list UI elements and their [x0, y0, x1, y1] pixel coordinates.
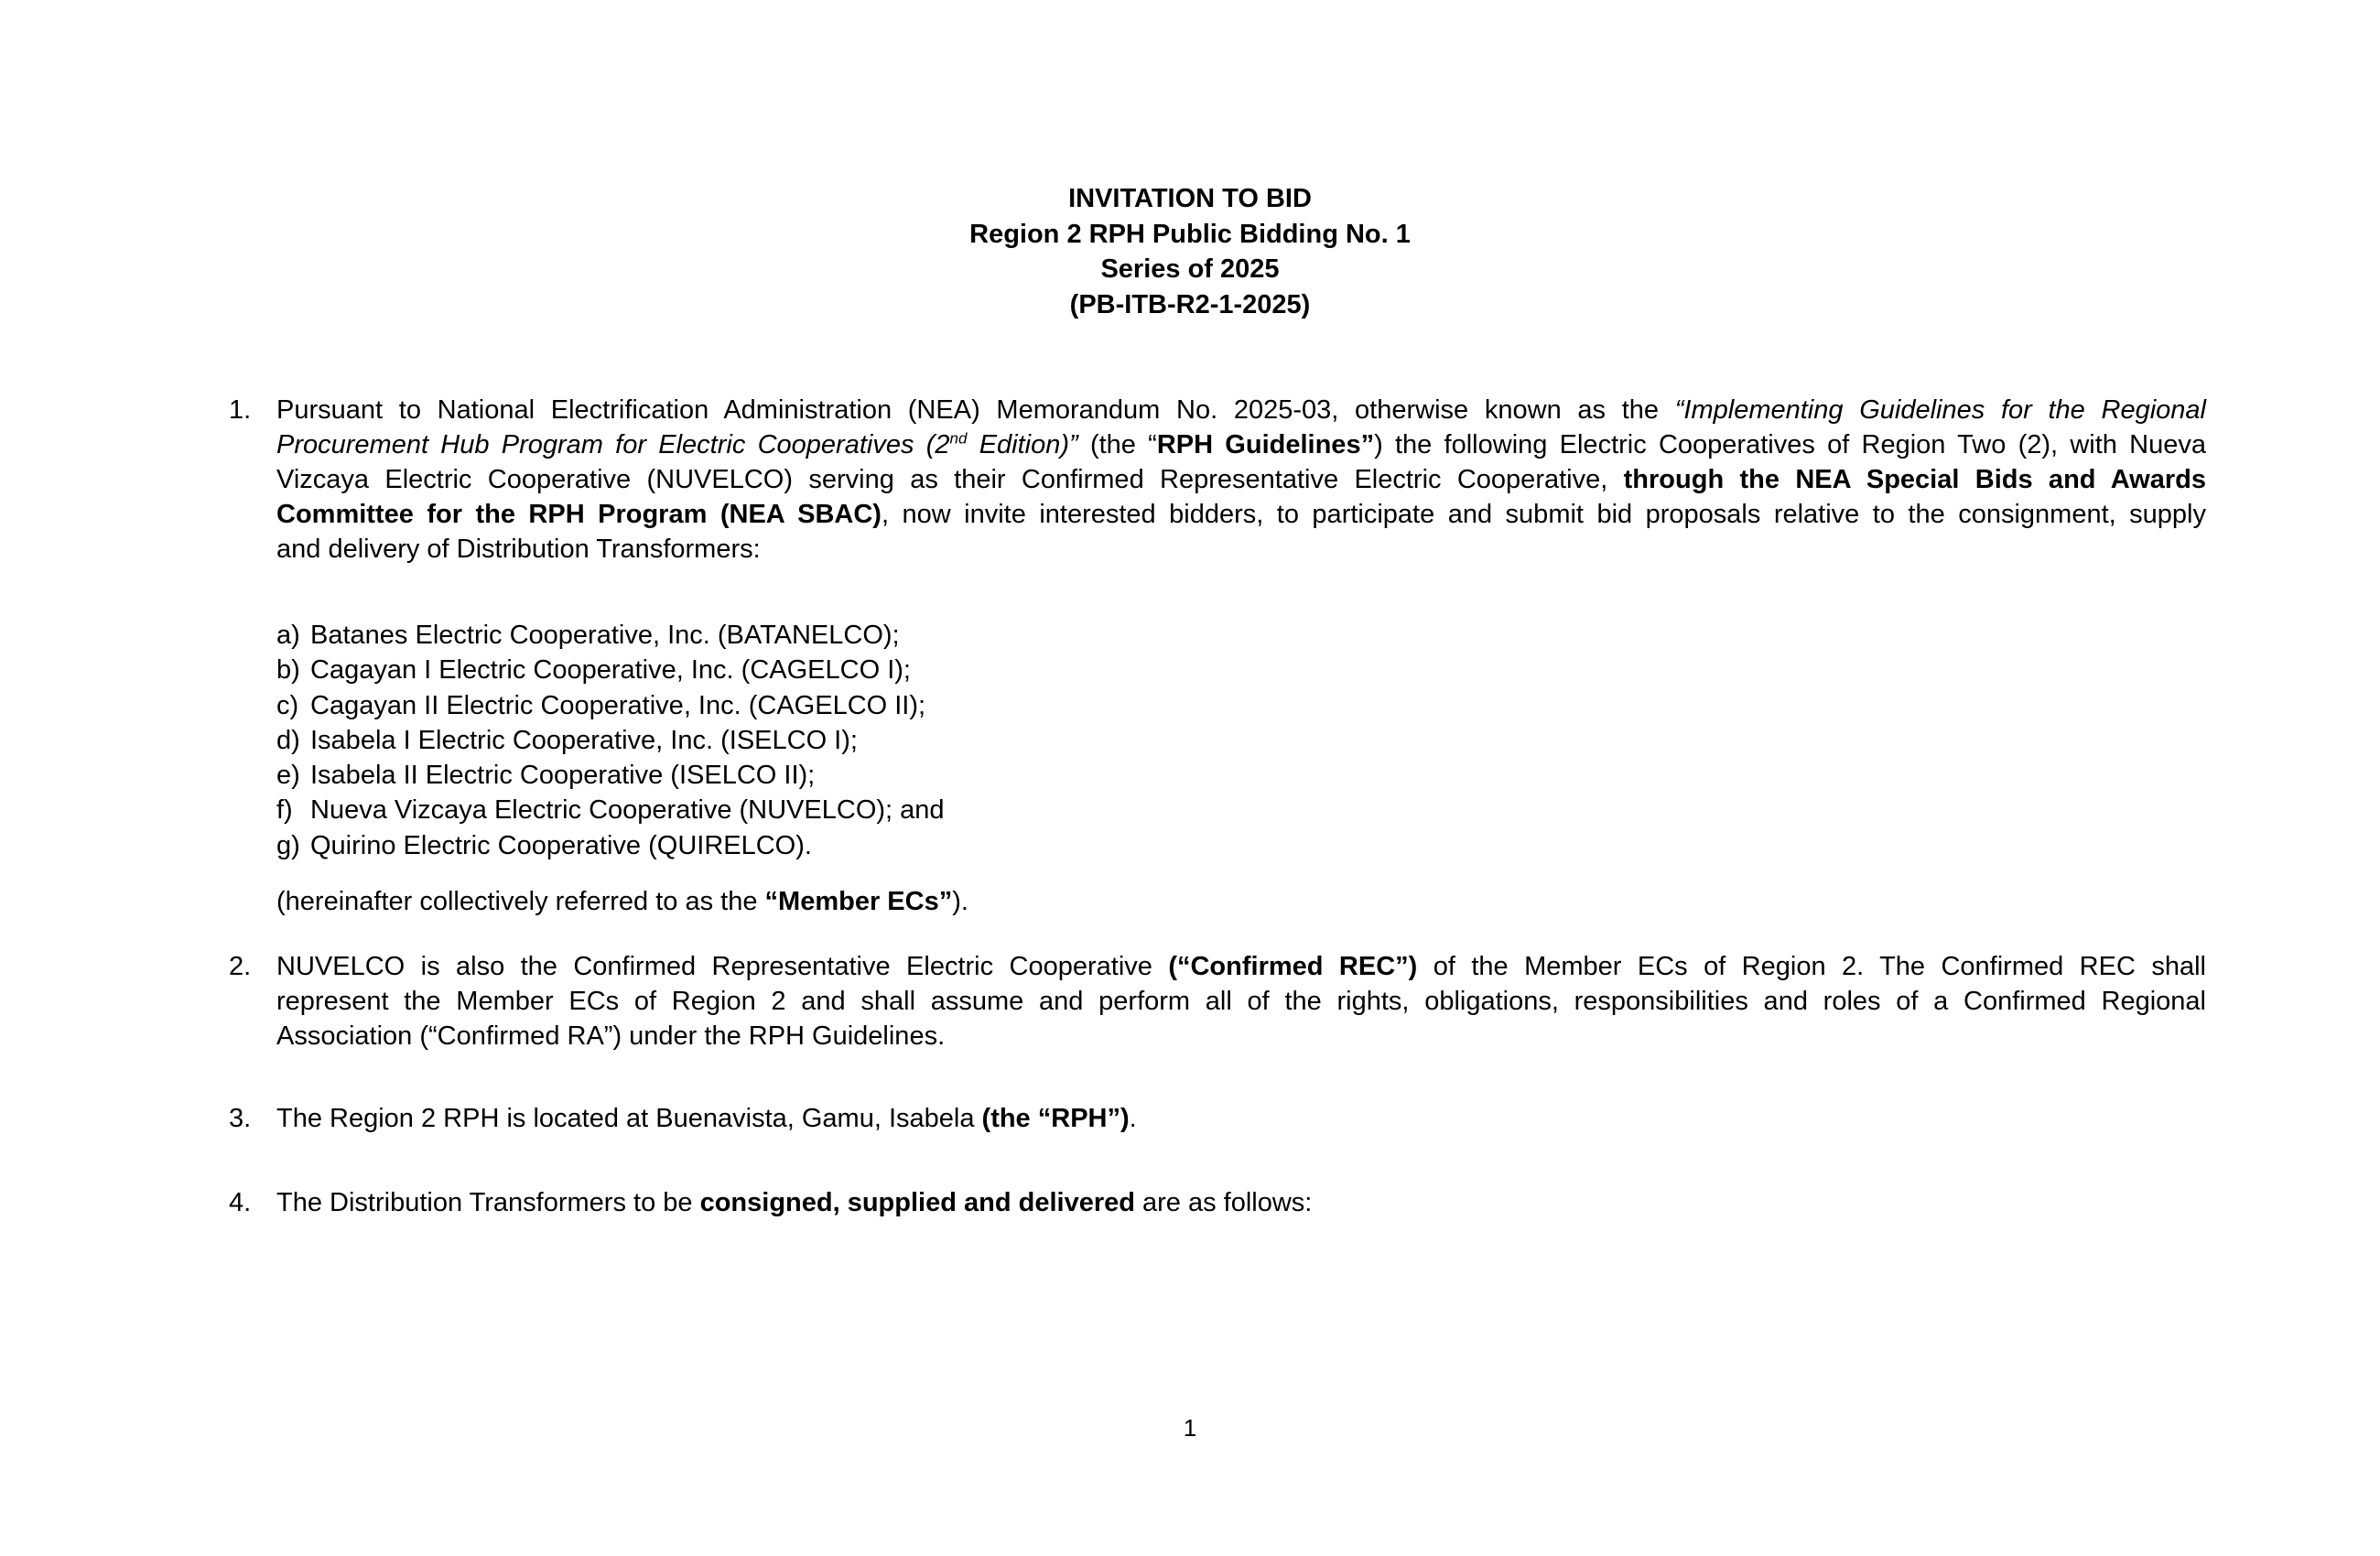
list-item-text: Nueva Vizcaya Electric Cooperative (NUVELCO); and	[310, 795, 945, 826]
text-line	[276, 1185, 2206, 1220]
confirmed-rec-term: (“Confirmed REC”)	[1168, 952, 1418, 981]
paragraph-3	[229, 1101, 2206, 1136]
guidelines-title-italic: “Implementing Guidelines for the Regional	[1674, 395, 2206, 425]
text-line: Association (“Confirmed RA”) under the RPH Guidelines.	[276, 1021, 946, 1051]
text-span: , now invite interested bidders, to participate and submit bid proposals relative to the consignment, supply	[881, 500, 2206, 529]
list-item-label: b)	[276, 655, 300, 686]
guidelines-title-italic: Procurement Hub Program for Electric Cooperatives (2	[276, 430, 950, 459]
list-item-text: Cagayan II Electric Cooperative, Inc. (CAGELCO II);	[310, 690, 926, 720]
list-item-text: Quirino Electric Cooperative (QUIRELCO).	[310, 830, 812, 860]
text-line	[276, 1101, 2206, 1136]
list-item-label: a)	[276, 621, 300, 650]
paragraph-body	[276, 1185, 2206, 1220]
collective-reference	[276, 884, 968, 919]
list-item-label: g)	[276, 830, 300, 860]
page-number: 1	[1183, 1414, 1197, 1442]
text-line: represent the Member ECs of Region 2 and shall assume and perform all of the rights, obligations, responsibilities and roles of a Confirmed Regional	[276, 987, 2206, 1016]
nea-sbac-term: Committee for the RPH Program (NEA SBAC)	[276, 500, 882, 529]
document-header	[0, 181, 2380, 322]
text-span: ) the following Electric Cooperatives of Region Two (2), with Nueva	[1374, 430, 2207, 459]
text-span: ).	[952, 887, 968, 916]
guidelines-title-italic: Edition)”	[967, 430, 1078, 459]
paragraph-body	[276, 949, 2206, 1054]
paragraph-1	[229, 393, 2206, 567]
list-item-label: c)	[276, 690, 299, 720]
text-span: .	[1129, 1104, 1137, 1133]
list-item-text: Cagayan I Electric Cooperative, Inc. (CAGELCO I);	[310, 655, 911, 686]
bidding-number: Region 2 RPH Public Bidding No. 1	[969, 219, 1411, 249]
list-item	[276, 758, 945, 793]
text-span: Pursuant to National Electrification Administration (NEA) Memorandum No. 2025-03, otherwise known as the	[276, 395, 1675, 425]
list-item-label: f)	[276, 795, 293, 826]
list-item	[276, 723, 945, 758]
list-item	[276, 688, 945, 723]
text-span: (the “	[1077, 430, 1157, 459]
text-span: The Region 2 RPH is located at Buenavista, Gamu, Isabela	[276, 1104, 982, 1133]
list-item-text: Isabela II Electric Cooperative (ISELCO II);	[310, 761, 816, 791]
list-item-label: e)	[276, 761, 300, 791]
paragraph-4	[229, 1185, 2206, 1220]
text-span: The Distribution Transformers to be	[276, 1188, 700, 1217]
series-year: Series of 2025	[1100, 254, 1280, 284]
text-line: and delivery of Distribution Transformers:	[276, 535, 761, 564]
list-item	[276, 828, 945, 863]
text-line	[276, 462, 2206, 497]
text-line	[276, 393, 2206, 427]
text-span: (hereinafter collectively referred to as the	[276, 887, 765, 916]
text-span: Vizcaya Electric Cooperative (NUVELCO) serving as their Confirmed Representative Electric Cooperative,	[276, 465, 1624, 494]
list-item-text: Isabela I Electric Cooperative, Inc. (ISELCO I);	[310, 725, 858, 755]
rph-guidelines-term: RPH Guidelines”	[1156, 430, 1375, 459]
list-item	[276, 793, 945, 827]
rph-term: (the “RPH”)	[981, 1104, 1130, 1133]
text-line	[276, 427, 2206, 462]
paragraph-number: 1.	[229, 395, 252, 425]
consignment-term: consigned, supplied and delivered	[699, 1188, 1135, 1217]
member-ec-list	[276, 618, 945, 863]
paragraph-number: 3.	[229, 1104, 252, 1133]
superscript: nd	[949, 429, 968, 448]
text-line	[276, 949, 2206, 984]
list-item-text: Batanes Electric Cooperative, Inc. (BATANELCO);	[310, 621, 900, 650]
paragraph-2	[229, 949, 2206, 1054]
list-item	[276, 653, 945, 687]
text-span: of the Member ECs of Region 2. The Confirmed REC shall	[1417, 952, 2206, 981]
paragraph-number: 4.	[229, 1188, 252, 1217]
member-ecs-term: “Member ECs”	[764, 887, 953, 916]
document-title: INVITATION TO BID	[1068, 184, 1312, 213]
list-item-label: d)	[276, 725, 300, 755]
text-line	[276, 497, 2206, 532]
nea-sbac-term: through the NEA Special Bids and Awards	[1623, 465, 2206, 494]
paragraph-body	[276, 393, 2206, 567]
paragraph-number: 2.	[229, 952, 252, 981]
paragraph-body	[276, 1101, 2206, 1136]
list-item	[276, 618, 945, 653]
text-span: NUVELCO is also the Confirmed Representative Electric Cooperative	[276, 952, 1169, 981]
reference-code: (PB-ITB-R2-1-2025)	[1069, 289, 1311, 319]
text-span: are as follows:	[1134, 1188, 1313, 1217]
